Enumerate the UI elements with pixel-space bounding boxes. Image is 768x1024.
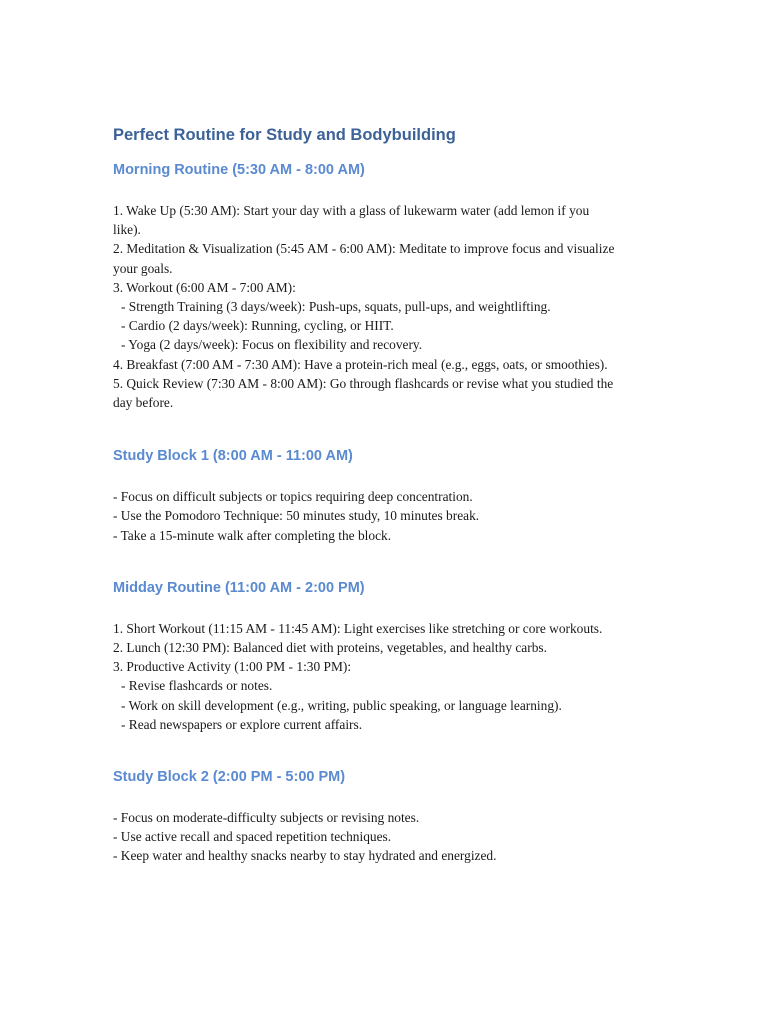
text-line: - Work on skill development (e.g., writing, public speaking, or language learning). [121, 697, 562, 713]
text-line: - Revise flashcards or notes. [121, 678, 273, 694]
morning-routine-text [113, 201, 653, 412]
text-line: - Focus on difficult subjects or topics requiring deep concentration. [113, 489, 473, 505]
study-block-2-text [113, 808, 653, 866]
text-line: - Take a 15-minute walk after completing the block. [113, 527, 392, 543]
text-line: - Yoga (2 days/week): Focus on flexibility and recovery. [121, 337, 423, 353]
text-line: - Cardio (2 days/week): Running, cycling, or HIIT. [121, 318, 394, 334]
text-line: day before. [113, 395, 174, 411]
text-line: 2. Meditation & Visualization (5:45 AM - 6:00 AM): Meditate to improve focus and visualize [113, 241, 615, 257]
text-line: your goals. [113, 260, 173, 276]
text-line: - Use active recall and spaced repetition techniques. [113, 829, 392, 845]
text-line: - Keep water and healthy snacks nearby to stay hydrated and energized. [113, 848, 497, 864]
section-heading-study-block-2: Study Block 2 (2:00 PM - 5:00 PM) [113, 769, 346, 786]
text-line: 3. Productive Activity (1:00 PM - 1:30 PM): [113, 659, 352, 675]
document-title: Perfect Routine for Study and Bodybuilding [113, 126, 456, 144]
section-heading-midday-routine: Midday Routine (11:00 AM - 2:00 PM) [113, 579, 365, 596]
document-content [113, 124, 653, 866]
text-line: - Strength Training (3 days/week): Push-ups, squats, pull-ups, and weightlifting. [121, 299, 551, 315]
study-block-1-text [113, 487, 653, 545]
text-line: 2. Lunch (12:30 PM): Balanced diet with proteins, vegetables, and healthy carbs. [113, 640, 547, 656]
text-line: 4. Breakfast (7:00 AM - 7:30 AM): Have a protein-rich meal (e.g., eggs, oats, or smoothies). [113, 356, 608, 372]
text-line: - Read newspapers or explore current affairs. [121, 716, 363, 732]
text-line: - Focus on moderate-difficulty subjects or revising notes. [113, 810, 420, 826]
text-line: like). [113, 222, 141, 238]
section-heading-morning-routine: Morning Routine (5:30 AM - 8:00 AM) [113, 162, 365, 178]
text-line: 1. Short Workout (11:15 AM - 11:45 AM): Light exercises like stretching or core workouts. [113, 620, 603, 636]
midday-routine-text [113, 619, 653, 734]
text-line: 3. Workout (6:00 AM - 7:00 AM): [113, 279, 296, 295]
text-line: 1. Wake Up (5:30 AM): Start your day with a glass of lukewarm water (add lemon if you [113, 203, 590, 218]
section-heading-study-block-1: Study Block 1 (8:00 AM - 11:00 AM) [113, 448, 353, 465]
text-line: - Use the Pomodoro Technique: 50 minutes study, 10 minutes break. [113, 508, 480, 524]
text-line: 5. Quick Review (7:30 AM - 8:00 AM): Go through flashcards or revise what you studied the [113, 375, 614, 391]
